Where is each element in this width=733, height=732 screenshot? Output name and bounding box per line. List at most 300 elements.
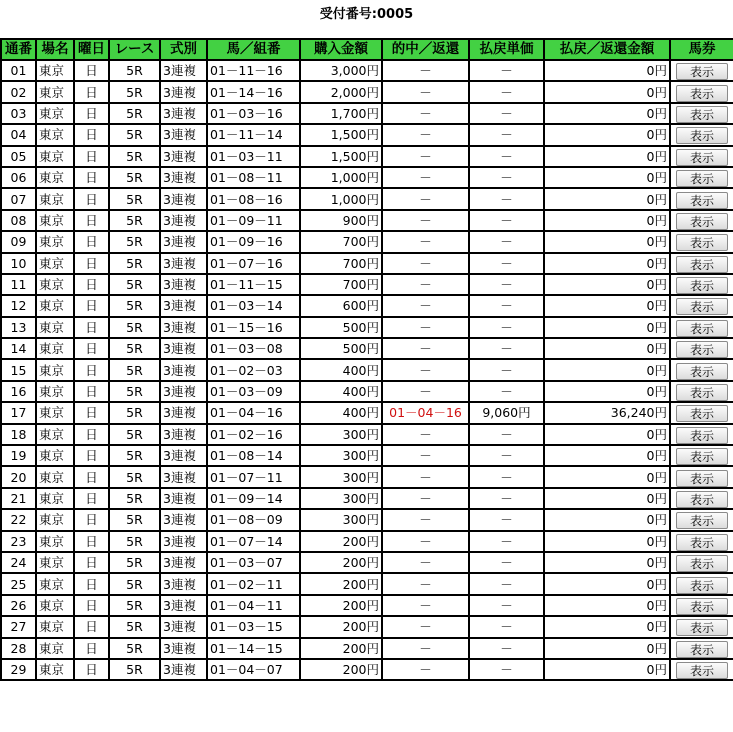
race-cell: 5R [109,60,160,81]
payout-unit-cell: － [469,381,544,402]
purchase-amount-cell: 200円 [300,616,382,637]
hit-refund-cell: － [382,103,469,124]
race-cell: 5R [109,573,160,594]
ticket-cell [670,146,733,167]
payout-amount-cell: 0円 [544,295,670,316]
serial-cell: 17 [1,402,36,423]
payout-amount-cell: 0円 [544,253,670,274]
bet-type-cell: 3連複 [160,402,207,423]
payout-unit-cell: － [469,60,544,81]
ticket-cell [670,509,733,530]
show-ticket-button[interactable]: 表示 [676,619,728,636]
serial-cell: 12 [1,295,36,316]
venue-cell: 東京 [36,445,74,466]
bet-type-cell: 3連複 [160,338,207,359]
serial-cell: 21 [1,488,36,509]
header-payout-unit: 払戻単価 [469,39,544,60]
ticket-cell [670,231,733,252]
purchase-amount-cell: 3,000円 [300,60,382,81]
purchase-amount-cell: 200円 [300,552,382,573]
purchase-amount-cell: 700円 [300,231,382,252]
show-ticket-button[interactable]: 表示 [676,63,728,80]
hit-refund-cell: － [382,531,469,552]
table-row [1,231,733,252]
combination-cell: 01－03－11 [207,146,300,167]
show-ticket-button[interactable]: 表示 [676,149,728,166]
combination-cell: 01－08－09 [207,509,300,530]
receipt-number-title: 受付番号:0005 [319,7,414,22]
serial-cell: 24 [1,552,36,573]
purchase-amount-cell: 300円 [300,488,382,509]
combination-cell: 01－14－16 [207,81,300,102]
payout-amount-cell: 0円 [544,445,670,466]
show-ticket-button[interactable]: 表示 [676,662,728,679]
race-cell: 5R [109,659,160,680]
payout-unit-cell: － [469,210,544,231]
header-purchase-amount: 購入金額 [300,39,382,60]
day-cell: 日 [74,317,109,338]
bet-type-cell: 3連複 [160,445,207,466]
purchase-amount-cell: 700円 [300,253,382,274]
day-cell: 日 [74,146,109,167]
payout-unit-cell: － [469,295,544,316]
payout-unit-cell: － [469,659,544,680]
venue-cell: 東京 [36,124,74,145]
hit-refund-cell: － [382,210,469,231]
payout-amount-cell: 0円 [544,381,670,402]
header-day: 曜日 [74,39,109,60]
bet-type-cell: 3連複 [160,167,207,188]
purchase-amount-cell: 900円 [300,210,382,231]
ticket-cell [670,402,733,423]
race-cell: 5R [109,381,160,402]
show-ticket-button[interactable]: 表示 [676,470,728,487]
show-ticket-button[interactable]: 表示 [676,405,728,422]
payout-unit-cell: － [469,103,544,124]
hit-refund-cell: － [382,295,469,316]
day-cell: 日 [74,81,109,102]
race-cell: 5R [109,445,160,466]
purchase-amount-cell: 200円 [300,531,382,552]
day-cell: 日 [74,167,109,188]
bet-type-cell: 3連複 [160,274,207,295]
hit-refund-cell: － [382,317,469,338]
combination-cell: 01－09－14 [207,488,300,509]
ticket-cell [670,531,733,552]
venue-cell: 東京 [36,659,74,680]
serial-cell: 20 [1,466,36,487]
payout-amount-cell: 0円 [544,359,670,380]
race-cell: 5R [109,531,160,552]
payout-unit-cell: － [469,445,544,466]
combination-cell: 01－03－15 [207,616,300,637]
show-ticket-button[interactable]: 表示 [676,512,728,529]
header-ticket: 馬券 [670,39,733,60]
ticket-cell [670,381,733,402]
ticket-cell [670,210,733,231]
combination-cell: 01－04－16 [207,402,300,423]
bet-type-cell: 3連複 [160,188,207,209]
payout-amount-cell: 0円 [544,124,670,145]
hit-refund-cell: － [382,509,469,530]
hit-refund-cell: － [382,253,469,274]
payout-amount-cell: 0円 [544,81,670,102]
venue-cell: 東京 [36,146,74,167]
venue-cell: 東京 [36,424,74,445]
hit-refund-cell: － [382,488,469,509]
race-cell: 5R [109,103,160,124]
hit-refund-cell: － [382,381,469,402]
purchase-amount-cell: 1,000円 [300,167,382,188]
day-cell: 日 [74,274,109,295]
combination-cell: 01－07－16 [207,253,300,274]
ticket-cell [670,488,733,509]
serial-cell: 16 [1,381,36,402]
table-row [1,146,733,167]
bet-type-cell: 3連複 [160,124,207,145]
venue-cell: 東京 [36,167,74,188]
combination-cell: 01－02－03 [207,359,300,380]
combination-cell: 01－03－08 [207,338,300,359]
day-cell: 日 [74,60,109,81]
payout-unit-cell: － [469,616,544,637]
race-cell: 5R [109,210,160,231]
bet-type-cell: 3連複 [160,359,207,380]
race-cell: 5R [109,638,160,659]
hit-refund-cell: － [382,659,469,680]
combination-cell: 01－09－16 [207,231,300,252]
race-cell: 5R [109,81,160,102]
combination-cell: 01－02－11 [207,573,300,594]
table-row [1,573,733,594]
serial-cell: 19 [1,445,36,466]
table-row [1,81,733,102]
race-cell: 5R [109,317,160,338]
venue-cell: 東京 [36,402,74,423]
payout-amount-cell: 0円 [544,659,670,680]
combination-cell: 01－03－07 [207,552,300,573]
payout-amount-cell: 0円 [544,595,670,616]
hit-refund-cell: － [382,81,469,102]
payout-amount-cell: 0円 [544,488,670,509]
payout-unit-cell: － [469,317,544,338]
ticket-cell [670,274,733,295]
payout-amount-cell: 0円 [544,317,670,338]
venue-cell: 東京 [36,317,74,338]
purchase-amount-cell: 200円 [300,659,382,680]
table-row [1,552,733,573]
hit-refund-cell: － [382,274,469,295]
venue-cell: 東京 [36,466,74,487]
table-row [1,424,733,445]
serial-cell: 11 [1,274,36,295]
ticket-cell [670,445,733,466]
payout-amount-cell: 0円 [544,424,670,445]
combination-cell: 01－04－07 [207,659,300,680]
show-ticket-button[interactable]: 表示 [676,234,728,251]
venue-cell: 東京 [36,210,74,231]
purchase-amount-cell: 500円 [300,317,382,338]
day-cell: 日 [74,359,109,380]
purchase-amount-cell: 2,000円 [300,81,382,102]
header-bet-type: 式別 [160,39,207,60]
show-ticket-button[interactable]: 表示 [676,448,728,465]
payout-unit-cell: － [469,359,544,380]
race-cell: 5R [109,552,160,573]
payout-unit-cell: － [469,146,544,167]
payout-amount-cell: 0円 [544,103,670,124]
show-ticket-button[interactable]: 表示 [676,106,728,123]
payout-unit-cell: － [469,188,544,209]
race-cell: 5R [109,295,160,316]
serial-cell: 05 [1,146,36,167]
bet-type-cell: 3連複 [160,552,207,573]
header-combination: 馬／組番 [207,39,300,60]
day-cell: 日 [74,531,109,552]
serial-cell: 13 [1,317,36,338]
payout-amount-cell: 0円 [544,338,670,359]
race-cell: 5R [109,274,160,295]
show-ticket-button[interactable]: 表示 [676,577,728,594]
bet-type-cell: 3連複 [160,573,207,594]
show-ticket-button[interactable]: 表示 [676,341,728,358]
payout-amount-cell: 0円 [544,552,670,573]
hit-refund-cell: － [382,424,469,445]
hit-refund-cell: － [382,188,469,209]
venue-cell: 東京 [36,253,74,274]
table-row [1,381,733,402]
combination-cell: 01－07－14 [207,531,300,552]
show-ticket-button[interactable]: 表示 [676,320,728,337]
serial-cell: 02 [1,81,36,102]
bet-results-table [0,38,733,681]
serial-cell: 01 [1,60,36,81]
serial-cell: 26 [1,595,36,616]
day-cell: 日 [74,338,109,359]
race-cell: 5R [109,253,160,274]
bet-type-cell: 3連複 [160,424,207,445]
day-cell: 日 [74,466,109,487]
payout-unit-cell: － [469,231,544,252]
payout-amount-cell: 0円 [544,60,670,81]
purchase-amount-cell: 1,500円 [300,124,382,145]
day-cell: 日 [74,659,109,680]
table-row [1,295,733,316]
table-row [1,188,733,209]
payout-unit-cell: － [469,124,544,145]
payout-unit-cell: － [469,638,544,659]
venue-cell: 東京 [36,488,74,509]
table-row [1,210,733,231]
table-row [1,466,733,487]
show-ticket-button[interactable]: 表示 [676,427,728,444]
venue-cell: 東京 [36,531,74,552]
payout-amount-cell: 0円 [544,146,670,167]
bet-type-cell: 3連複 [160,616,207,637]
ticket-cell [670,81,733,102]
combination-cell: 01－08－14 [207,445,300,466]
table-header-row [1,39,733,60]
serial-cell: 03 [1,103,36,124]
combination-cell: 01－03－16 [207,103,300,124]
purchase-amount-cell: 300円 [300,424,382,445]
payout-unit-cell: － [469,81,544,102]
venue-cell: 東京 [36,274,74,295]
day-cell: 日 [74,295,109,316]
payout-unit-cell: － [469,552,544,573]
serial-cell: 23 [1,531,36,552]
day-cell: 日 [74,231,109,252]
day-cell: 日 [74,124,109,145]
show-ticket-button[interactable]: 表示 [676,213,728,230]
combination-cell: 01－08－11 [207,167,300,188]
day-cell: 日 [74,552,109,573]
race-cell: 5R [109,167,160,188]
bet-type-cell: 3連複 [160,60,207,81]
purchase-amount-cell: 300円 [300,509,382,530]
show-ticket-button[interactable]: 表示 [676,127,728,144]
venue-cell: 東京 [36,509,74,530]
hit-refund-cell: － [382,338,469,359]
payout-amount-cell: 0円 [544,466,670,487]
bet-type-cell: 3連複 [160,210,207,231]
serial-cell: 25 [1,573,36,594]
serial-cell: 06 [1,167,36,188]
payout-unit-cell: － [469,573,544,594]
purchase-amount-cell: 200円 [300,638,382,659]
combination-cell: 01－08－16 [207,188,300,209]
bet-type-cell: 3連複 [160,295,207,316]
venue-cell: 東京 [36,103,74,124]
race-cell: 5R [109,231,160,252]
bet-type-cell: 3連複 [160,317,207,338]
ticket-cell [670,466,733,487]
ticket-cell [670,124,733,145]
day-cell: 日 [74,103,109,124]
day-cell: 日 [74,445,109,466]
venue-cell: 東京 [36,381,74,402]
payout-amount-cell: 0円 [544,231,670,252]
bet-type-cell: 3連複 [160,638,207,659]
show-ticket-button[interactable]: 表示 [676,170,728,187]
bet-type-cell: 3連複 [160,381,207,402]
show-ticket-button[interactable]: 表示 [676,491,728,508]
purchase-amount-cell: 1,500円 [300,146,382,167]
venue-cell: 東京 [36,552,74,573]
payout-unit-cell: － [469,274,544,295]
table-row [1,167,733,188]
purchase-amount-cell: 400円 [300,359,382,380]
purchase-amount-cell: 600円 [300,295,382,316]
race-cell: 5R [109,488,160,509]
race-cell: 5R [109,338,160,359]
show-ticket-button[interactable]: 表示 [676,534,728,551]
venue-cell: 東京 [36,573,74,594]
hit-refund-cell: － [382,552,469,573]
purchase-amount-cell: 200円 [300,595,382,616]
purchase-amount-cell: 300円 [300,466,382,487]
show-ticket-button[interactable]: 表示 [676,384,728,401]
table-row [1,488,733,509]
day-cell: 日 [74,595,109,616]
day-cell: 日 [74,638,109,659]
header-hit-refund: 的中／返還 [382,39,469,60]
show-ticket-button[interactable]: 表示 [676,192,728,209]
ticket-cell [670,253,733,274]
show-ticket-button[interactable]: 表示 [676,363,728,380]
hit-refund-cell: － [382,231,469,252]
ticket-cell [670,359,733,380]
header-race: レース [109,39,160,60]
show-ticket-button[interactable]: 表示 [676,85,728,102]
bet-type-cell: 3連複 [160,103,207,124]
serial-cell: 28 [1,638,36,659]
hit-refund-cell: － [382,638,469,659]
venue-cell: 東京 [36,616,74,637]
bet-type-cell: 3連複 [160,231,207,252]
table-row [1,531,733,552]
bet-type-cell: 3連複 [160,253,207,274]
show-ticket-button[interactable]: 表示 [676,598,728,615]
day-cell: 日 [74,402,109,423]
header-venue: 場名 [36,39,74,60]
purchase-amount-cell: 1,700円 [300,103,382,124]
purchase-amount-cell: 500円 [300,338,382,359]
payout-unit-cell: 9,060円 [469,402,544,423]
race-cell: 5R [109,359,160,380]
ticket-cell [670,60,733,81]
purchase-amount-cell: 400円 [300,402,382,423]
table-row [1,253,733,274]
payout-unit-cell: － [469,509,544,530]
payout-amount-cell: 0円 [544,573,670,594]
show-ticket-button[interactable]: 表示 [676,277,728,294]
venue-cell: 東京 [36,595,74,616]
table-row [1,509,733,530]
hit-refund-cell: － [382,146,469,167]
table-row [1,616,733,637]
bet-type-cell: 3連複 [160,531,207,552]
table-row [1,402,733,423]
show-ticket-button[interactable]: 表示 [676,256,728,273]
header-payout-amount: 払戻／返還金額 [544,39,670,60]
race-cell: 5R [109,146,160,167]
venue-cell: 東京 [36,359,74,380]
ticket-cell [670,552,733,573]
table-row [1,445,733,466]
purchase-amount-cell: 300円 [300,445,382,466]
combination-cell: 01－03－09 [207,381,300,402]
hit-refund-cell: － [382,466,469,487]
day-cell: 日 [74,253,109,274]
combination-cell: 01－14－15 [207,638,300,659]
show-ticket-button[interactable]: 表示 [676,555,728,572]
show-ticket-button[interactable]: 表示 [676,641,728,658]
hit-refund-cell: － [382,445,469,466]
serial-cell: 22 [1,509,36,530]
ticket-cell [670,573,733,594]
show-ticket-button[interactable]: 表示 [676,298,728,315]
ticket-cell [670,424,733,445]
serial-cell: 09 [1,231,36,252]
combination-cell: 01－15－16 [207,317,300,338]
bet-type-cell: 3連複 [160,466,207,487]
ticket-cell [670,659,733,680]
day-cell: 日 [74,509,109,530]
venue-cell: 東京 [36,60,74,81]
table-row [1,359,733,380]
combination-cell: 01－03－14 [207,295,300,316]
